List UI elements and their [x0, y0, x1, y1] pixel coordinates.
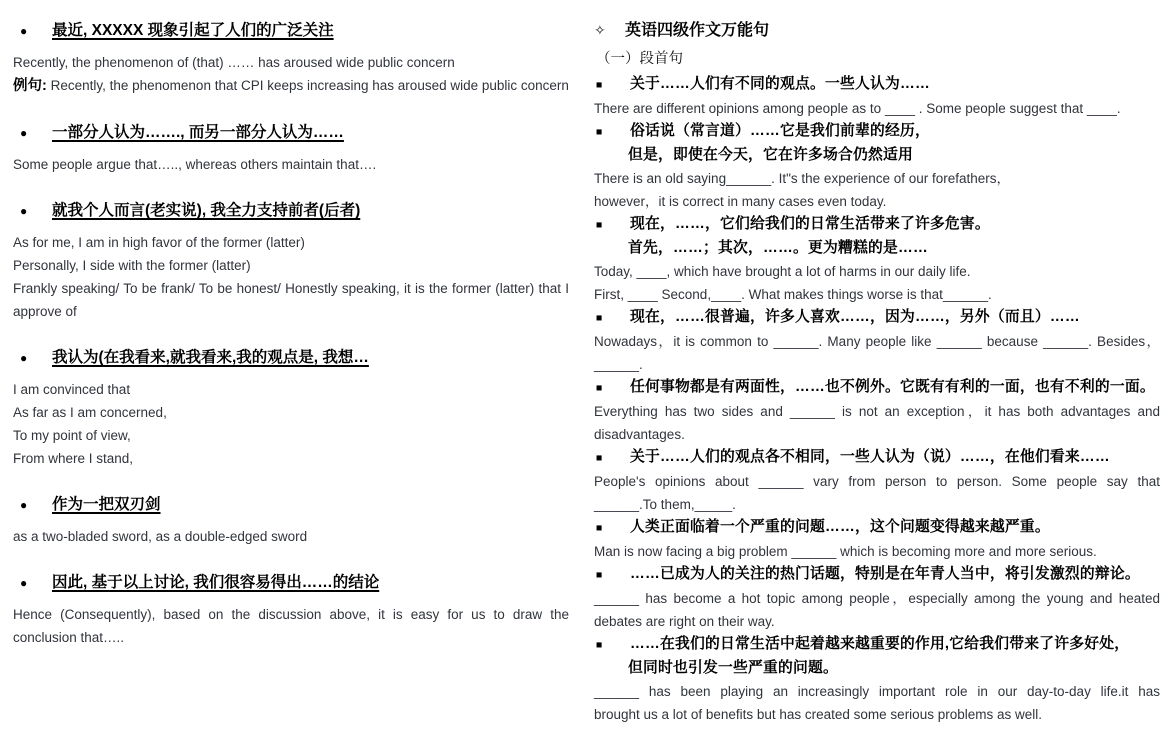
phrase-block-6 — [13, 570, 569, 649]
example-text: Recently, the phenomenon that CPI keeps increasing has aroused wide public concern — [46, 78, 569, 93]
en-line: Man is now facing a big problem ______ which is becoming more and more serious. — [594, 544, 1097, 559]
en-line: From where I stand, — [13, 451, 134, 466]
cn-line-continued: 但是，即使在今天，它在许多场合仍然适用 — [628, 147, 913, 163]
square-bullet-icon: ■ — [596, 219, 603, 231]
square-bullet-icon: ■ — [596, 312, 603, 324]
cn-heading-row — [594, 376, 1160, 400]
phrase-heading: 因此, 基于以上讨论, 我们很容易得出……的结论 — [52, 574, 380, 591]
en-line: Nowadays，it is common to ______. Many people like ______ because ______. Besides， — [594, 334, 1160, 349]
bullet-icon: ● — [20, 576, 28, 590]
phrase-heading-row — [13, 198, 569, 224]
en-line: debates are right on their way. — [594, 614, 775, 629]
phrase-heading-row — [13, 120, 569, 146]
section-subtitle: （一）段首句 — [596, 51, 683, 67]
en-line: Today, ____, which have brought a lot of harms in our daily life. — [594, 264, 971, 279]
bullet-icon: ● — [20, 498, 28, 512]
phrase-heading-row — [13, 345, 569, 371]
square-bullet-icon: ■ — [596, 522, 603, 534]
right-column — [594, 18, 1160, 737]
template-item-1 — [594, 73, 1160, 120]
template-item-3 — [594, 213, 1160, 306]
en-line: Hence (Consequently), based on the discussion above, it is easy for us to draw the conclusion that….. — [13, 607, 569, 645]
template-item-6 — [594, 446, 1160, 516]
en-line: ______.To them,_____. — [594, 497, 736, 512]
phrase-block-1 — [13, 18, 569, 98]
en-line: Some people argue that….., whereas others maintain that…. — [13, 157, 377, 172]
en-line: Personally, I side with the former (latter) — [13, 258, 251, 273]
en-line: First, ____ Second,____. What makes things worse is that______. — [594, 287, 992, 302]
cn-heading-row — [594, 633, 1160, 657]
en-line: as a two-bladed sword, as a double-edged sword — [13, 529, 308, 544]
phrase-heading-row — [13, 492, 569, 518]
en-line: Frankly speaking/ To be frank/ To be honest/ Honestly speaking, it is the former (latter) that I approve of — [13, 281, 569, 319]
cn-heading-row — [594, 306, 1160, 330]
phrase-heading: 最近, XXXXX 现象引起了人们的广泛关注 — [52, 22, 334, 39]
left-column — [13, 18, 569, 737]
example-label: 例句: — [13, 78, 47, 94]
template-item-4 — [594, 306, 1160, 376]
cn-continued-row — [594, 144, 1160, 167]
en-line: People's opinions about ______ vary from person to person. Some people say that — [594, 474, 1160, 489]
section-title-row — [594, 18, 1160, 43]
template-item-7 — [594, 516, 1160, 563]
cn-line-continued: 但同时也引发一些严重的问题。 — [628, 660, 838, 676]
square-bullet-icon: ■ — [596, 79, 603, 91]
cn-line-continued: 首先，……；其次，……。更为糟糕的是…… — [628, 240, 928, 256]
template-item-8 — [594, 563, 1160, 633]
cn-line: ……在我们的日常生活中起着越来越重要的作用,它给我们带来了许多好处， — [630, 636, 1130, 652]
cn-heading-row — [594, 120, 1160, 144]
en-line: ______ has become a hot topic among people，especially among the young and heated — [594, 591, 1160, 606]
en-line: ______ has been playing an increasingly important role in our day-to-day life.it has — [594, 684, 1160, 699]
template-item-2 — [594, 120, 1160, 213]
cn-line: 现在，……，它们给我们的日常生活带来了许多危害。 — [630, 216, 990, 232]
cn-heading-row — [594, 516, 1160, 540]
cn-continued-row — [594, 237, 1160, 260]
en-line: As far as I am concerned, — [13, 405, 167, 420]
en-line: disadvantages. — [594, 427, 685, 442]
phrase-block-5 — [13, 492, 569, 548]
example-line — [13, 74, 569, 98]
phrase-block-2 — [13, 120, 569, 176]
bullet-icon: ● — [20, 351, 28, 365]
cn-heading-row — [594, 73, 1160, 97]
en-line: however，it is correct in many cases even today. — [594, 194, 887, 209]
section-title: 英语四级作文万能句 — [625, 22, 770, 39]
en-line: I am convinced that — [13, 382, 131, 397]
square-bullet-icon: ■ — [596, 569, 603, 581]
cn-line: 任何事物都是有两面性，……也不例外。它既有有利的一面，也有不利的一面。 — [630, 379, 1155, 395]
en-line: ______. — [594, 357, 643, 372]
cn-heading-row — [594, 563, 1160, 587]
cn-line: 关于……人们有不同的观点。一些人认为…… — [630, 76, 930, 92]
cn-line: 关于……人们的观点各不相同，一些人认为（说）……，在他们看来…… — [630, 449, 1110, 465]
phrase-heading: 我认为(在我看来,就我看来,我的观点是, 我想… — [52, 349, 369, 366]
phrase-heading: 一部分人认为……., 而另一部分人认为…… — [52, 124, 344, 141]
cn-line: 现在，……很普遍，许多人喜欢……，因为……，另外（而且）…… — [630, 309, 1080, 325]
en-line: As for me, I am in high favor of the former (latter) — [13, 235, 305, 250]
phrase-heading-row — [13, 18, 569, 44]
cn-heading-row — [594, 213, 1160, 237]
en-line: There are different opinions among people as to ____ . Some people suggest that ____. — [594, 101, 1121, 116]
bullet-icon: ● — [20, 126, 28, 140]
en-line: To my point of view, — [13, 428, 131, 443]
cn-continued-row — [594, 657, 1160, 680]
bullet-icon: ● — [20, 24, 28, 38]
square-bullet-icon: ■ — [596, 382, 603, 394]
cn-line: 人类正面临着一个严重的问题……，这个问题变得越来越严重。 — [630, 519, 1050, 535]
en-line: brought us a lot of benefits but has created some serious problems as well. — [594, 707, 1042, 722]
cn-line: 俗话说（常言道）……它是我们前辈的经历， — [630, 123, 930, 139]
cn-line: ……已成为人的关注的热门话题，特别是在年青人当中，将引发激烈的辩论。 — [630, 566, 1140, 582]
phrase-heading: 作为一把双刃剑 — [52, 496, 161, 513]
phrase-block-3 — [13, 198, 569, 323]
template-item-5 — [594, 376, 1160, 446]
bullet-icon: ● — [20, 204, 28, 218]
diamond-icon: ✧ — [594, 22, 606, 38]
square-bullet-icon: ■ — [596, 126, 603, 138]
square-bullet-icon: ■ — [596, 452, 603, 464]
template-item-9 — [594, 633, 1160, 726]
en-line: There is an old saying______. It"s the experience of our forefathers， — [594, 171, 1011, 186]
phrase-heading-row — [13, 570, 569, 596]
phrase-heading: 就我个人而言(老实说), 我全力支持前者(后者) — [52, 202, 361, 219]
square-bullet-icon: ■ — [596, 639, 603, 651]
en-line: Everything has two sides and ______ is not an exception，it has both advantages and — [594, 404, 1160, 419]
phrase-block-4 — [13, 345, 569, 470]
cn-heading-row — [594, 446, 1160, 470]
en-line: Recently, the phenomenon of (that) …… has aroused wide public concern — [13, 55, 455, 70]
